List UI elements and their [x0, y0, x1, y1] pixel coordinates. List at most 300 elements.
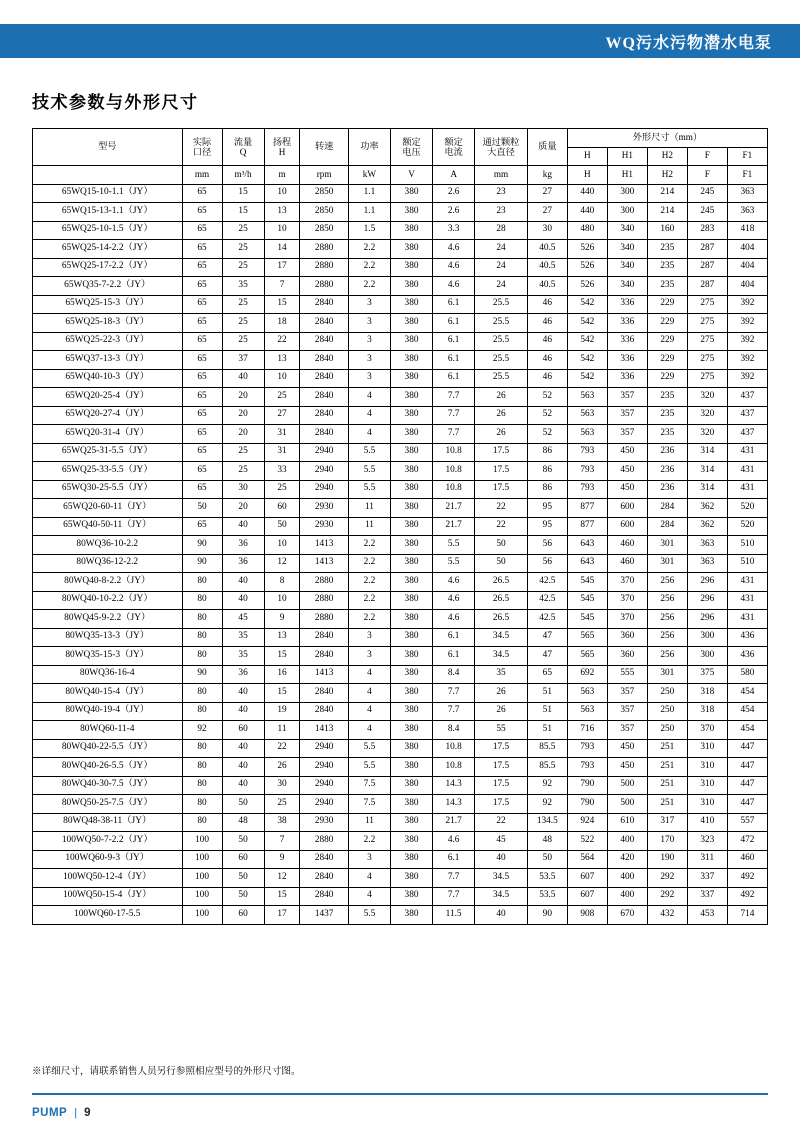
cell-dim-f1: 418 [727, 221, 767, 240]
cell-model: 80WQ40-22-5.5（JY） [33, 739, 183, 758]
cell-weight: 86 [527, 480, 567, 499]
cell-flow: 50 [222, 869, 264, 888]
cell-dim-f: 370 [687, 721, 727, 740]
cell-speed: 2850 [300, 203, 348, 222]
cell-head: 10 [264, 536, 300, 555]
table-row [33, 739, 768, 758]
table-row [33, 795, 768, 814]
header-model: 型号 [33, 129, 183, 166]
cell-bore: 100 [182, 869, 222, 888]
cell-head: 7 [264, 832, 300, 851]
cell-model: 65WQ35-7-2.2（JY） [33, 277, 183, 296]
cell-power: 4 [348, 406, 390, 425]
cell-head: 13 [264, 203, 300, 222]
cell-particle-size: 17.5 [475, 443, 528, 462]
table-row [33, 443, 768, 462]
cell-weight: 42.5 [527, 573, 567, 592]
cell-speed: 2840 [300, 869, 348, 888]
cell-flow: 20 [222, 425, 264, 444]
cell-current: 6.1 [433, 295, 475, 314]
cell-power: 4 [348, 869, 390, 888]
cell-dim-f1: 472 [727, 832, 767, 851]
cell-particle-size: 26.5 [475, 610, 528, 629]
cell-bore: 65 [182, 388, 222, 407]
cell-head: 31 [264, 443, 300, 462]
cell-dim-h2: 256 [647, 647, 687, 666]
cell-bore: 65 [182, 258, 222, 277]
cell-voltage: 380 [390, 591, 432, 610]
cell-current: 10.8 [433, 480, 475, 499]
cell-current: 4.6 [433, 240, 475, 259]
cell-dim-h2: 256 [647, 610, 687, 629]
cell-flow: 50 [222, 795, 264, 814]
cell-weight: 47 [527, 628, 567, 647]
cell-dim-f: 314 [687, 443, 727, 462]
cell-flow: 35 [222, 277, 264, 296]
cell-dim-h2: 301 [647, 536, 687, 555]
cell-dim-f1: 436 [727, 628, 767, 647]
cell-model: 65WQ15-13-1.1（JY） [33, 203, 183, 222]
table-row [33, 610, 768, 629]
cell-power: 1.1 [348, 203, 390, 222]
cell-dim-h2: 292 [647, 887, 687, 906]
cell-dim-h2: 236 [647, 462, 687, 481]
header-voltage: 额定 电压 [390, 129, 432, 166]
cell-weight: 40.5 [527, 240, 567, 259]
cell-dim-h2: 229 [647, 332, 687, 351]
cell-bore: 65 [182, 351, 222, 370]
cell-weight: 53.5 [527, 887, 567, 906]
cell-head: 25 [264, 795, 300, 814]
cell-particle-size: 55 [475, 721, 528, 740]
cell-flow: 40 [222, 739, 264, 758]
cell-power: 5.5 [348, 906, 390, 925]
cell-dim-f: 310 [687, 739, 727, 758]
cell-particle-size: 34.5 [475, 869, 528, 888]
cell-bore: 80 [182, 610, 222, 629]
cell-current: 6.1 [433, 369, 475, 388]
cell-voltage: 380 [390, 462, 432, 481]
cell-bore: 80 [182, 591, 222, 610]
cell-dim-h2: 251 [647, 795, 687, 814]
table-row [33, 665, 768, 684]
cell-dim-h2: 292 [647, 869, 687, 888]
cell-bore: 80 [182, 647, 222, 666]
cell-head: 12 [264, 554, 300, 573]
cell-power: 4 [348, 721, 390, 740]
table-row [33, 351, 768, 370]
cell-dim-h1: 357 [607, 721, 647, 740]
cell-dim-f1: 510 [727, 554, 767, 573]
cell-weight: 53.5 [527, 869, 567, 888]
cell-model: 65WQ40-10-3（JY） [33, 369, 183, 388]
cell-bore: 65 [182, 184, 222, 203]
cell-weight: 50 [527, 850, 567, 869]
cell-dim-h2: 235 [647, 240, 687, 259]
cell-flow: 20 [222, 499, 264, 518]
cell-power: 7.5 [348, 795, 390, 814]
cell-dim-f1: 431 [727, 443, 767, 462]
cell-weight: 52 [527, 425, 567, 444]
footer-separator: | [74, 1107, 78, 1119]
cell-particle-size: 17.5 [475, 480, 528, 499]
cell-particle-size: 34.5 [475, 628, 528, 647]
cell-current: 4.6 [433, 610, 475, 629]
cell-dim-h2: 235 [647, 277, 687, 296]
cell-bore: 90 [182, 554, 222, 573]
table-row [33, 813, 768, 832]
cell-dim-h: 542 [567, 351, 607, 370]
cell-dim-h1: 450 [607, 739, 647, 758]
cell-voltage: 380 [390, 203, 432, 222]
table-row [33, 776, 768, 795]
cell-particle-size: 26 [475, 684, 528, 703]
cell-head: 15 [264, 647, 300, 666]
cell-flow: 50 [222, 832, 264, 851]
cell-head: 31 [264, 425, 300, 444]
cell-model: 65WQ25-10-1.5（JY） [33, 221, 183, 240]
cell-model: 65WQ20-31-4（JY） [33, 425, 183, 444]
cell-dim-h: 480 [567, 221, 607, 240]
cell-dim-h2: 256 [647, 628, 687, 647]
cell-flow: 25 [222, 462, 264, 481]
cell-flow: 15 [222, 203, 264, 222]
cell-power: 3 [348, 295, 390, 314]
cell-bore: 80 [182, 739, 222, 758]
cell-voltage: 380 [390, 554, 432, 573]
cell-dim-h: 526 [567, 258, 607, 277]
cell-dim-h1: 340 [607, 277, 647, 296]
unit-voltage: V [390, 166, 432, 185]
cell-power: 2.2 [348, 573, 390, 592]
cell-dim-f: 287 [687, 277, 727, 296]
cell-dim-f: 320 [687, 425, 727, 444]
table-header-row-1 [33, 129, 768, 148]
cell-dim-h2: 235 [647, 406, 687, 425]
cell-flow: 20 [222, 388, 264, 407]
cell-dim-f1: 431 [727, 462, 767, 481]
cell-power: 3 [348, 628, 390, 647]
cell-dim-f1: 404 [727, 258, 767, 277]
cell-dim-h: 607 [567, 887, 607, 906]
cell-speed: 2880 [300, 832, 348, 851]
cell-weight: 52 [527, 406, 567, 425]
cell-weight: 90 [527, 906, 567, 925]
cell-bore: 65 [182, 277, 222, 296]
cell-power: 5.5 [348, 443, 390, 462]
cell-model: 65WQ20-25-4（JY） [33, 388, 183, 407]
cell-dim-h: 793 [567, 462, 607, 481]
cell-model: 65WQ37-13-3（JY） [33, 351, 183, 370]
cell-current: 7.7 [433, 702, 475, 721]
cell-dim-h: 526 [567, 240, 607, 259]
cell-dim-f1: 431 [727, 610, 767, 629]
table-row [33, 758, 768, 777]
cell-particle-size: 23 [475, 184, 528, 203]
cell-current: 10.8 [433, 462, 475, 481]
cell-bore: 100 [182, 887, 222, 906]
unit-weight: kg [527, 166, 567, 185]
cell-voltage: 380 [390, 499, 432, 518]
header-dim-h: H [567, 147, 607, 166]
cell-particle-size: 45 [475, 832, 528, 851]
cell-current: 6.1 [433, 628, 475, 647]
cell-dim-f: 362 [687, 517, 727, 536]
table-row [33, 554, 768, 573]
cell-particle-size: 25.5 [475, 332, 528, 351]
cell-flow: 40 [222, 776, 264, 795]
cell-model: 65WQ40-50-11（JY） [33, 517, 183, 536]
cell-flow: 40 [222, 573, 264, 592]
cell-head: 10 [264, 591, 300, 610]
cell-dim-h1: 450 [607, 462, 647, 481]
cell-flow: 60 [222, 906, 264, 925]
cell-speed: 2940 [300, 443, 348, 462]
cell-dim-h: 565 [567, 647, 607, 666]
cell-flow: 25 [222, 314, 264, 333]
cell-head: 50 [264, 517, 300, 536]
cell-speed: 1437 [300, 906, 348, 925]
cell-dim-f: 245 [687, 184, 727, 203]
cell-current: 21.7 [433, 517, 475, 536]
table-row [33, 480, 768, 499]
cell-current: 6.1 [433, 332, 475, 351]
unit-dim-h1: H1 [607, 166, 647, 185]
cell-power: 4 [348, 702, 390, 721]
cell-model: 65WQ15-10-1.1（JY） [33, 184, 183, 203]
table-row [33, 184, 768, 203]
cell-bore: 92 [182, 721, 222, 740]
cell-dim-f: 320 [687, 406, 727, 425]
cell-head: 26 [264, 758, 300, 777]
table-row [33, 221, 768, 240]
header-bore: 实际 口径 [182, 129, 222, 166]
cell-dim-h1: 340 [607, 221, 647, 240]
cell-model: 100WQ60-17-5.5 [33, 906, 183, 925]
cell-current: 7.7 [433, 425, 475, 444]
cell-dim-f: 363 [687, 554, 727, 573]
cell-dim-f1: 392 [727, 314, 767, 333]
cell-speed: 2940 [300, 758, 348, 777]
cell-voltage: 380 [390, 887, 432, 906]
cell-dim-h1: 555 [607, 665, 647, 684]
cell-weight: 40.5 [527, 258, 567, 277]
cell-dim-h1: 420 [607, 850, 647, 869]
cell-dim-f: 323 [687, 832, 727, 851]
cell-power: 4 [348, 665, 390, 684]
cell-dim-h: 716 [567, 721, 607, 740]
cell-flow: 15 [222, 184, 264, 203]
cell-dim-h1: 370 [607, 591, 647, 610]
cell-dim-f1: 520 [727, 517, 767, 536]
cell-current: 7.7 [433, 388, 475, 407]
cell-weight: 86 [527, 462, 567, 481]
cell-particle-size: 40 [475, 850, 528, 869]
cell-current: 3.3 [433, 221, 475, 240]
cell-dim-h2: 214 [647, 184, 687, 203]
cell-dim-f1: 392 [727, 369, 767, 388]
cell-model: 80WQ36-10-2.2 [33, 536, 183, 555]
cell-particle-size: 26.5 [475, 591, 528, 610]
cell-voltage: 380 [390, 813, 432, 832]
unit-dim-f: F [687, 166, 727, 185]
table-row [33, 850, 768, 869]
cell-dim-f: 337 [687, 869, 727, 888]
cell-bore: 65 [182, 332, 222, 351]
cell-dim-h2: 235 [647, 258, 687, 277]
cell-dim-h1: 600 [607, 499, 647, 518]
cell-speed: 2840 [300, 314, 348, 333]
cell-dim-h1: 460 [607, 536, 647, 555]
cell-dim-h1: 370 [607, 610, 647, 629]
cell-speed: 2930 [300, 813, 348, 832]
cell-speed: 1413 [300, 665, 348, 684]
cell-particle-size: 40 [475, 906, 528, 925]
cell-bore: 80 [182, 776, 222, 795]
cell-current: 6.1 [433, 351, 475, 370]
cell-particle-size: 34.5 [475, 647, 528, 666]
table-row [33, 591, 768, 610]
table-body [33, 184, 768, 924]
cell-dim-f: 375 [687, 665, 727, 684]
cell-dim-h2: 214 [647, 203, 687, 222]
cell-dim-f: 300 [687, 628, 727, 647]
cell-dim-f: 275 [687, 369, 727, 388]
cell-dim-h1: 360 [607, 628, 647, 647]
cell-head: 19 [264, 702, 300, 721]
cell-head: 22 [264, 739, 300, 758]
cell-power: 3 [348, 351, 390, 370]
table-row [33, 573, 768, 592]
cell-particle-size: 22 [475, 517, 528, 536]
cell-dim-f1: 437 [727, 425, 767, 444]
cell-bore: 65 [182, 369, 222, 388]
cell-dim-h2: 235 [647, 425, 687, 444]
cell-particle-size: 35 [475, 665, 528, 684]
cell-particle-size: 34.5 [475, 887, 528, 906]
table-row [33, 388, 768, 407]
cell-bore: 65 [182, 314, 222, 333]
cell-dim-h2: 256 [647, 591, 687, 610]
cell-current: 14.3 [433, 795, 475, 814]
cell-particle-size: 50 [475, 536, 528, 555]
cell-bore: 80 [182, 684, 222, 703]
cell-dim-f: 410 [687, 813, 727, 832]
cell-speed: 2840 [300, 332, 348, 351]
cell-particle-size: 23 [475, 203, 528, 222]
cell-particle-size: 17.5 [475, 462, 528, 481]
cell-dim-h1: 400 [607, 887, 647, 906]
cell-particle-size: 25.5 [475, 369, 528, 388]
table-row [33, 684, 768, 703]
unit-particle-size: mm [475, 166, 528, 185]
cell-particle-size: 17.5 [475, 739, 528, 758]
cell-weight: 30 [527, 221, 567, 240]
cell-model: 80WQ35-15-3（JY） [33, 647, 183, 666]
cell-dim-h: 545 [567, 573, 607, 592]
cell-head: 8 [264, 573, 300, 592]
cell-current: 7.7 [433, 684, 475, 703]
cell-speed: 2840 [300, 702, 348, 721]
cell-voltage: 380 [390, 573, 432, 592]
cell-voltage: 380 [390, 406, 432, 425]
table-row [33, 425, 768, 444]
cell-dim-f1: 492 [727, 869, 767, 888]
table-row [33, 203, 768, 222]
cell-dim-f1: 557 [727, 813, 767, 832]
cell-dim-h1: 336 [607, 295, 647, 314]
cell-dim-h: 542 [567, 369, 607, 388]
cell-flow: 30 [222, 480, 264, 499]
cell-dim-h2: 229 [647, 369, 687, 388]
cell-speed: 2940 [300, 776, 348, 795]
cell-bore: 100 [182, 850, 222, 869]
cell-flow: 40 [222, 684, 264, 703]
cell-voltage: 380 [390, 795, 432, 814]
cell-dim-h2: 284 [647, 499, 687, 518]
cell-bore: 65 [182, 203, 222, 222]
cell-voltage: 380 [390, 628, 432, 647]
cell-particle-size: 25.5 [475, 351, 528, 370]
cell-power: 5.5 [348, 462, 390, 481]
cell-dim-h1: 300 [607, 184, 647, 203]
cell-dim-h: 440 [567, 184, 607, 203]
cell-weight: 95 [527, 499, 567, 518]
table-row [33, 517, 768, 536]
cell-speed: 2880 [300, 573, 348, 592]
cell-speed: 2840 [300, 684, 348, 703]
unit-bore: mm [182, 166, 222, 185]
cell-head: 10 [264, 184, 300, 203]
unit-current: A [433, 166, 475, 185]
cell-head: 13 [264, 628, 300, 647]
cell-weight: 56 [527, 536, 567, 555]
cell-weight: 95 [527, 517, 567, 536]
cell-current: 8.4 [433, 721, 475, 740]
cell-bore: 65 [182, 425, 222, 444]
cell-dim-f: 275 [687, 332, 727, 351]
cell-dim-h: 793 [567, 443, 607, 462]
cell-current: 5.5 [433, 554, 475, 573]
cell-model: 80WQ36-16-4 [33, 665, 183, 684]
cell-dim-h: 542 [567, 295, 607, 314]
cell-speed: 2840 [300, 388, 348, 407]
cell-dim-f1: 447 [727, 739, 767, 758]
cell-voltage: 380 [390, 869, 432, 888]
cell-dim-h: 793 [567, 480, 607, 499]
cell-head: 18 [264, 314, 300, 333]
cell-dim-h: 522 [567, 832, 607, 851]
cell-model: 65WQ25-14-2.2（JY） [33, 240, 183, 259]
cell-model: 100WQ60-9-3（JY） [33, 850, 183, 869]
cell-current: 4.6 [433, 258, 475, 277]
table-row [33, 647, 768, 666]
cell-dim-h2: 432 [647, 906, 687, 925]
cell-dim-h1: 500 [607, 795, 647, 814]
cell-voltage: 380 [390, 721, 432, 740]
cell-dim-h: 563 [567, 406, 607, 425]
cell-dim-f: 318 [687, 702, 727, 721]
cell-dim-f: 314 [687, 462, 727, 481]
cell-dim-f: 275 [687, 314, 727, 333]
table-row [33, 462, 768, 481]
cell-flow: 40 [222, 702, 264, 721]
cell-power: 4 [348, 425, 390, 444]
cell-speed: 2840 [300, 887, 348, 906]
cell-dim-f1: 437 [727, 388, 767, 407]
cell-flow: 35 [222, 628, 264, 647]
cell-current: 14.3 [433, 776, 475, 795]
